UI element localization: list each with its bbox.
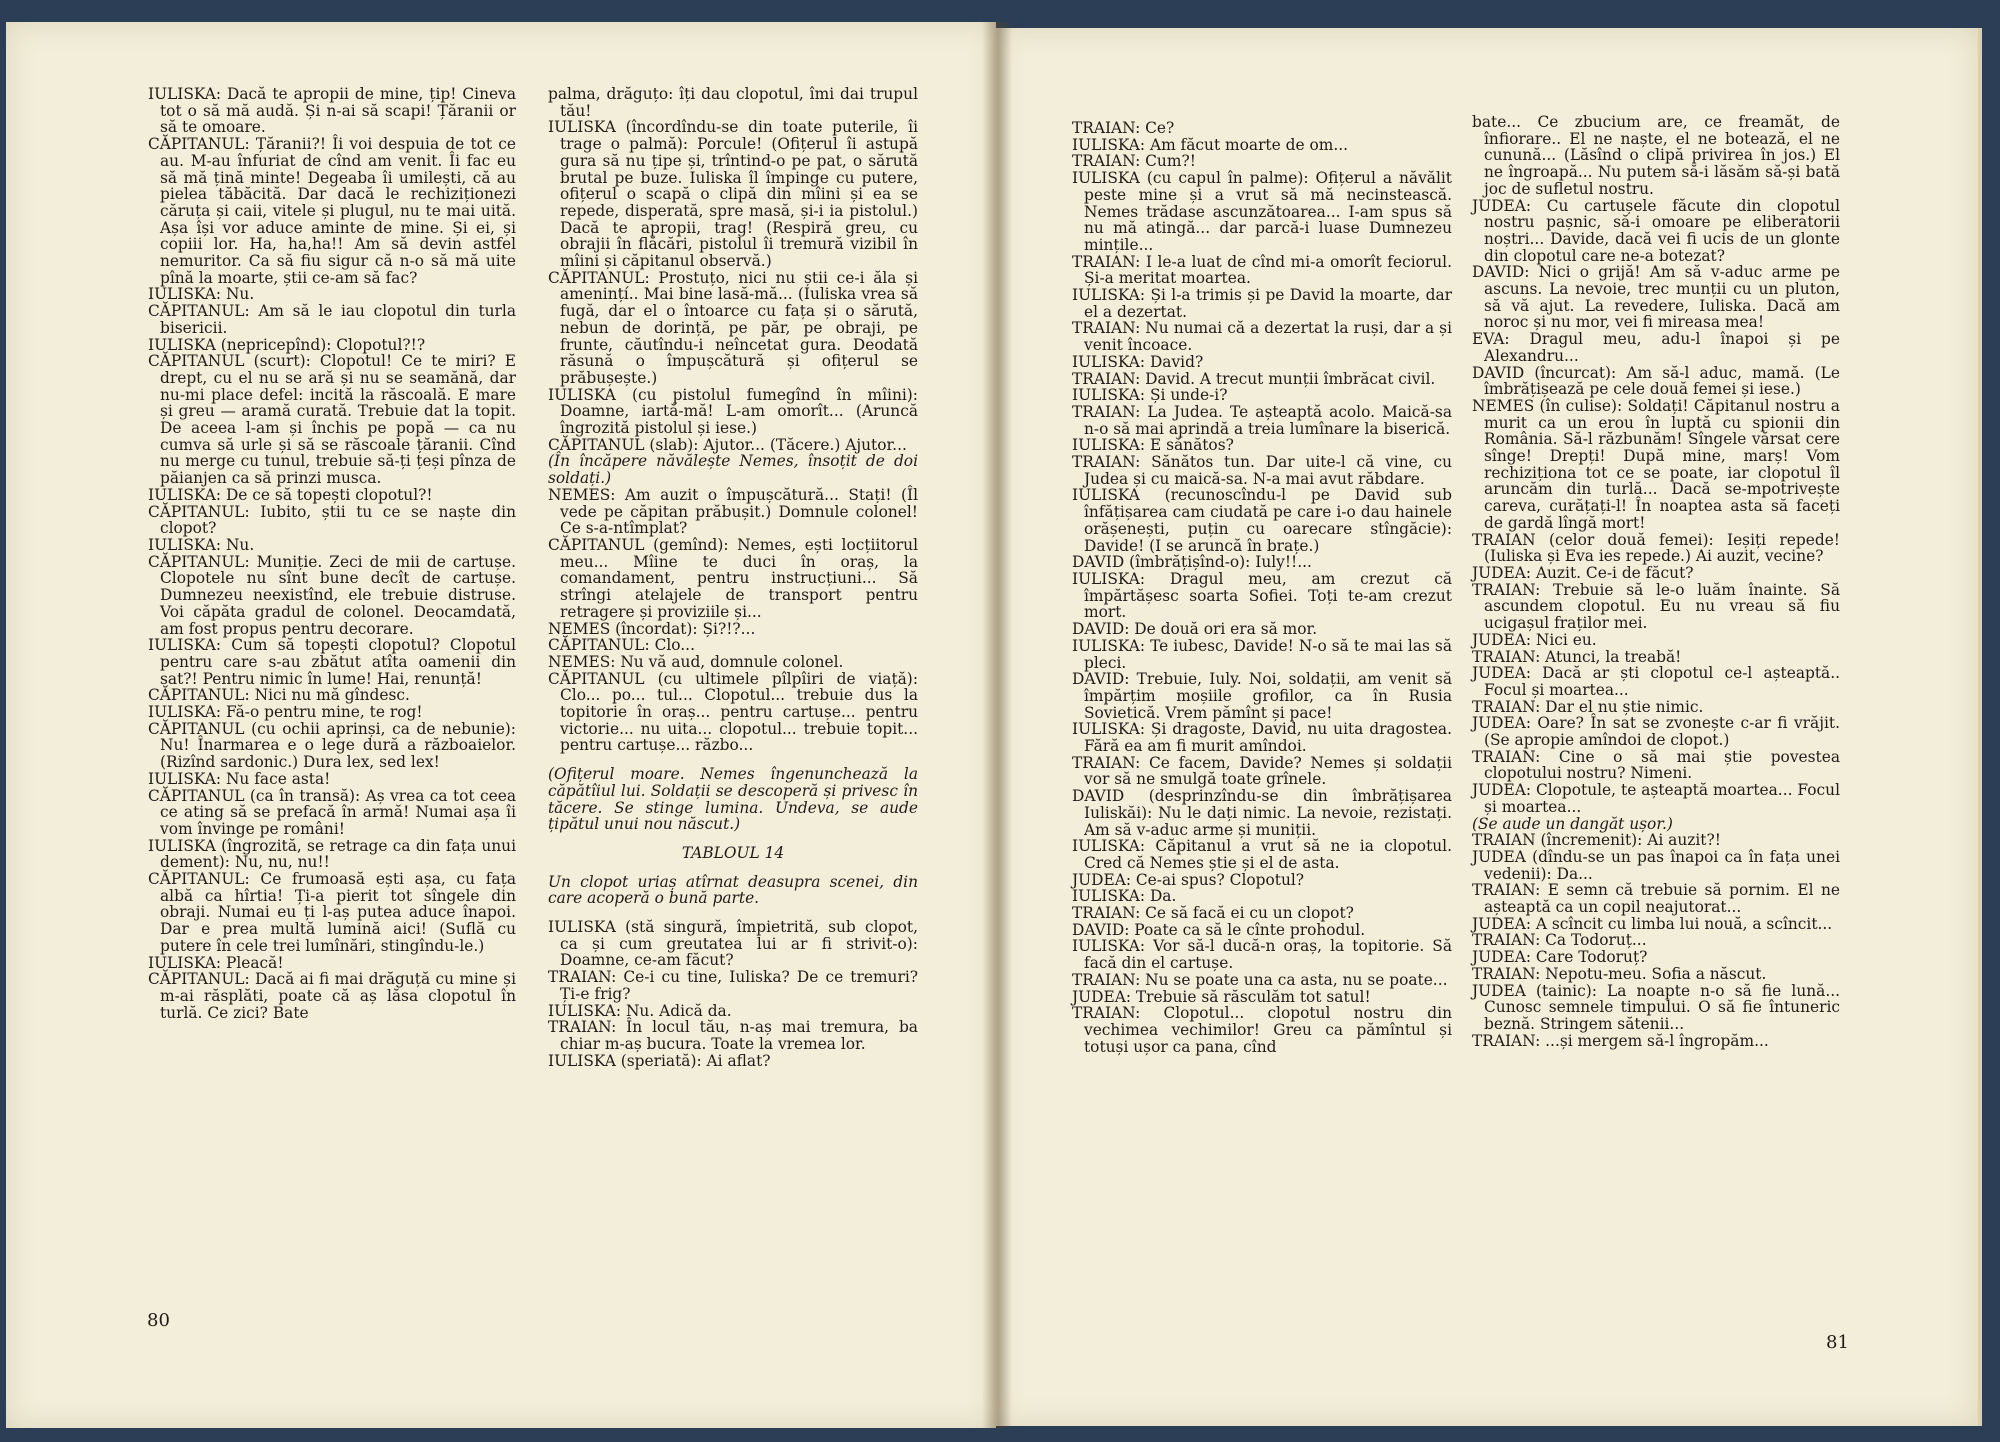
- dialogue-line: TRAIAN: Trebuie să le-o luăm înainte. Să ascundem clopotul. Eu nu vreau să fiu ucigașul fraților mei.: [1472, 580, 1840, 633]
- dialogue-line: CĂPITANUL (cu ochii aprinși, ca de nebunie): Nu! Înarmarea e o lege dură a războaielor. (Rizînd sardonic.) Dura lex, sed lex!: [148, 719, 516, 772]
- dialogue-line: TRAIAN: Nepotu-meu. Sofia a născut.: [1472, 964, 1767, 983]
- dialogue-line: IULISKA: Și unde-i?: [1072, 386, 1228, 405]
- dialogue-line: IULISKA: Te iubesc, Davide! N-o să te mai las să pleci.: [1072, 636, 1452, 672]
- dialogue-line: CĂPITANUL: Țăranii?! Îi voi despuia de tot ce au. M-au înfuriat de cînd am venit. Îi fac eu să mă țină minte! Degeaba îi umilești, că au pielea tăbăcită. Dar dacă le rechiziționezi căruța și caii, vitele și plugul, nu te mai uită. Așa își vor aduce aminte de mine. Și ei, și copiii lor. Ha, ha,ha!! Am să devin astfel nemuritor. Ca să fiu sigur că n-o să mă uite pînă la moarte, știi ce-am să fac?: [148, 135, 516, 287]
- right-page-column-1: [1072, 120, 1452, 1055]
- dialogue-line: JUDEA: Auzit. Ce-i de făcut?: [1472, 563, 1694, 582]
- page-edge: [1978, 28, 1982, 1426]
- stage-direction: (Ofițerul moare. Nemes îngenunchează la căpătîiul lui. Soldații se descoperă și privesc în tăcere. Se stinge lumina. Undeva, se aude țipătul unui nou născut.): [548, 765, 918, 834]
- dialogue-line: IULISKA: Dacă te apropii de mine, țip! Cineva tot o să mă audă. Și n-ai să scapi! Țăranii or să te omoare.: [148, 85, 516, 137]
- dialogue-line: CĂPITANUL: Muniție. Zeci de mii de cartușe. Clopotele nu sînt bune decît de cartușe. Dumnezeu neexistînd, ele trebuie distruse. Voi căpăta gradul de colonel. Deocamdată, am fost propus pentru decorare.: [148, 552, 516, 638]
- dialogue-line: IULISKA (cu capul în palme): Ofițerul a năvălit peste mine și a vrut să mă necinstească. Nemes trădase ascunzătoarea... I-am spus să nu mă atingă... dar parcă-i luase Dumnezeu mințile...: [1072, 169, 1452, 254]
- dialogue-line: TRAIAN: Ce facem, Davide? Nemes și soldații vor să ne smulgă toate grînele.: [1072, 753, 1452, 789]
- dialogue-line: bate... Ce zbucium are, ce freamăt, de înfiorare.. El ne naște, el ne botează, el ne cunună... (Lăsînd o clipă privirea în jos.) El ne îngroapă... Nu putem să-i lăsăm să-și bată joc de sufletul nostru.: [1472, 113, 1840, 198]
- dialogue-line: CĂPITANUL: Nici nu mă gîndesc.: [148, 686, 410, 705]
- dialogue-line: IULISKA: E sănătos?: [1072, 436, 1234, 455]
- dialogue-line: JUDEA: Care Todoruț?: [1472, 948, 1648, 967]
- dialogue-line: TRAIAN (celor două femei): Ieșiți repede! (Iuliska și Eva ies repede.) Ai auzit, vecine?: [1472, 530, 1840, 566]
- dialogue-line: JUDEA (dîndu-se un pas înapoi ca în fața unei vedenii): Da...: [1472, 847, 1840, 883]
- dialogue-line: TRAIAN (încremenit): Ai auzit?!: [1472, 831, 1721, 850]
- page-number-right: 81: [1826, 1332, 1849, 1353]
- dialogue-line: JUDEA (tainic): La noapte n-o să fie lună... Cunosc semnele timpului. O să fie întuneric beznă. Stringem sătenii...: [1472, 981, 1840, 1033]
- dialogue-line: IULISKA: Nu face asta!: [148, 769, 331, 788]
- dialogue-line: JUDEA: Ce-ai spus? Clopotul?: [1072, 870, 1305, 889]
- dialogue-line: TRAIAN: Ce-i cu tine, Iuliska? De ce tremuri? Ți-e frig?: [548, 968, 918, 1003]
- dialogue-line: IULISKA (cu pistolul fumegînd în mîini): Doamne, iartă-mă! L-am omorît... (Aruncă îngrozită pistolul și iese.): [548, 385, 918, 438]
- dialogue-line: TRAIAN: ...și mergem să-l îngropăm...: [1472, 1031, 1769, 1050]
- dialogue-line: NEMES: Nu vă aud, domnule colonel.: [548, 652, 844, 671]
- book-gutter: [982, 22, 1012, 1428]
- stage-direction: (În încăpere năvălește Nemes, însoțit de doi soldați.): [548, 452, 918, 488]
- dialogue-line: CĂPITANUL: Prostuțo, nici nu știi ce-i ăla și amenințí.. Mai bine lasă-mă... (Iuliska vrea să fugă, dar el o întoarce cu fața și o sărută, nebun de dorință, pe păr, pe obraji, pe frunte, căutîndu-i neîncetat gura. Deodată răsună o împușcătură și ofițerul se prăbușește.): [548, 268, 918, 387]
- dialogue-line: NEMES (în culise): Soldați! Căpitanul nostru a murit ca un erou în luptă cu spionii din România. Să-l răzbunăm! Sîngele vărsat cere sînge! Drepți! După mine, marș! Vom rechiziționa tot ce se poate, iar clopotul îl aruncăm din turlă... Dacă se-mpotrivește careva, curățați-l! În noaptea asta să faceți de gardă lîngă mort!: [1472, 396, 1840, 532]
- dialogue-line: TRAIAN: I le-a luat de cînd mi-a omorît feciorul. Și-a meritat moartea.: [1072, 252, 1452, 288]
- dialogue-line: DAVID: Trebuie, Iuly. Noi, soldații, am venit să împărțim moșiile grofilor, ca în Rusia Sovietică. Vrem pămînt și pace!: [1072, 670, 1452, 722]
- dialogue-line: JUDEA: Clopotule, te așteaptă moartea... Focul și moartea...: [1472, 781, 1840, 816]
- dialogue-line: NEMES: Am auzit o împușcătură... Stați! (Îl vede pe căpitan prăbușit.) Domnule colonel! Ce s-a-ntîmplat?: [548, 485, 918, 538]
- dialogue-line: JUDEA: Cu cartușele făcute din clopotul nostru pașnic, să-i omoare pe eliberatorii noștri... Davide, dacă vei fi ucis de un glonte din clopotul care ne-a botezat?: [1472, 196, 1840, 265]
- dialogue-line: TRAIAN: Ca Todoruț...: [1472, 931, 1647, 950]
- dialogue-line: JUDEA: Oare? În sat se zvonește c-ar fi vrăjit. (Se apropie amîndoi de clopot.): [1472, 714, 1840, 750]
- dialogue-line: IULISKA: Da.: [1072, 887, 1177, 906]
- dialogue-line: IULISKA: Nu.: [148, 535, 255, 554]
- dialogue-line: CĂPITANUL: Ce frumoasă ești așa, cu fața albă ca hîrtia! Ți-a pierit tot sîngele din obraji. Numai eu ți l-aș putea aduce înapoi. Dar e prea multă lumină aici! (Suflă cu putere în cele trei lumînări, stingîndu-le.): [148, 870, 516, 955]
- dialogue-line: TRAIAN: Dar el nu știe nimic.: [1472, 697, 1704, 716]
- page-number-left: 80: [147, 1310, 170, 1331]
- dialogue-line: DAVID: Nici o grijă! Am să v-aduc arme pe ascuns. La nevoie, trec munții cu un pluton, să vă ajut. La revedere, Iuliska. Dacă am noroc și nu mor, vei fi mireasa mea!: [1472, 263, 1840, 332]
- dialogue-line: IULISKA (încordîndu-se din toate puterile, îi trage o palmă): Porcule! (Ofițerul îi astupă gura să nu țipe și, trîntind-o pe pat, o sărută brutal pe buze. Iuliska îl împinge cu putere, ofițerul o scapă o clipă din mîini și ea se repede, disperată, spre masă, și-i ia pistolul.) Dacă te apropii, trag! (Respiră greu, cu obrajii în flăcări, pistolul îi tremură vizibil în mîini și căpitanul observă.): [548, 118, 918, 271]
- dialogue-line: IULISKA: Nu. Adică da.: [548, 1001, 732, 1020]
- dialogue-line: TRAIAN: Cine o să mai știe povestea clopotului nostru? Nimeni.: [1472, 747, 1840, 783]
- dialogue-line: TRAIAN: Sănătos tun. Dar uite-l că vine, cu Judea și cu maică-sa. N-a mai avut răbdare.: [1072, 453, 1452, 488]
- dialogue-line: TRAIAN: În locul tău, n-aș mai tremura, ba chiar m-aș bucura. Toate la vremea lor.: [548, 1018, 918, 1053]
- dialogue-line: JUDEA: Nici eu.: [1472, 630, 1597, 649]
- stage-direction: (Se aude un dangăt ușor.): [1472, 814, 1673, 833]
- dialogue-line: IULISKA: Dragul meu, am crezut că împărtășesc soarta Sofiei. Toți te-am crezut mort.: [1072, 569, 1452, 622]
- dialogue-line: CĂPITANUL (ca în transă): Aș vrea ca tot ceea ce ating să se prefacă în armă! Numai așa îi vom învinge pe români!: [148, 786, 516, 838]
- dialogue-line: TRAIAN: Ce să facă ei cu un clopot?: [1072, 904, 1354, 923]
- dialogue-line: CĂPITANUL (cu ultimele pîlpîiri de viață): Clo... po... tul... Clopotul... trebuie dus la topitorie în oraș... pentru cartușe... pentru victorie... nu uita... clopotul... trebuie topit... pentru cartușe... războ...: [548, 669, 918, 755]
- dialogue-line: DAVID: De două ori era să mor.: [1072, 620, 1318, 639]
- dialogue-line: IULISKA: David?: [1072, 352, 1204, 371]
- dialogue-line: CĂPITANUL: Clo...: [548, 636, 695, 655]
- dialogue-line: TRAIAN: La Judea. Te așteaptă acolo. Maică-sa n-o să mai aprindă a treia lumînare la biserică.: [1072, 402, 1452, 438]
- dialogue-line: TRAIAN: David. A trecut munții îmbrăcat civil.: [1072, 369, 1436, 388]
- scene-heading: TABLOUL 14: [681, 843, 785, 862]
- dialogue-line: IULISKA: Și l-a trimis și pe David la moarte, dar el a dezertat.: [1072, 286, 1452, 321]
- dialogue-line: CĂPITANUL: Iubito, știi tu ce se naște din clopot?: [148, 502, 516, 538]
- dialogue-line: CĂPITANUL (scurt): Clopotul! Ce te miri? E drept, cu el nu se ară și nu se seamănă, dar nu-mi place defel: incită la răscoală. E mare și greu — aramă curată. Trebuie dat la topit. De aceea l-am și închis pe popă — ca nu cumva să urle și să se răscoale țăranii. Cînd nu merge cu tunul, trebuie să-ți țeși pînza de păianjen ca să prinzi musca.: [148, 352, 516, 488]
- dialogue-line: TRAIAN: Atunci, la treabă!: [1472, 647, 1682, 666]
- dialogue-line: IULISKA: Și dragoste, David, nu uita dragostea. Fără ea am fi murit amîndoi.: [1072, 720, 1452, 756]
- dialogue-line: IULISKA (stă singură, împietrită, sub clopot, ca și cum greutatea lui ar fi strivit-o): Doamne, ce-am făcut?: [548, 918, 918, 970]
- dialogue-line: EVA: Dragul meu, adu-l înapoi și pe Alexandru...: [1472, 330, 1840, 365]
- dialogue-line: NEMES (încordat): Și?!?...: [548, 619, 756, 638]
- dialogue-line: TRAIAN: Clopotul... clopotul nostru din vechimea vechimilor! Greu ca pămîntul și totuși ușor ca pana, cînd: [1072, 1004, 1452, 1056]
- left-page-column-1: [148, 86, 516, 1021]
- dialogue-line: CĂPITANUL (gemînd): Nemes, ești locțiitorul meu... Mîine te duci în oraș, la comandament, pentru instrucțiuni... Să strîngi atelajele de transport pentru retragere și proviziile și...: [548, 535, 918, 621]
- dialogue-line: DAVID: Poate ca să le cînte prohodul.: [1072, 920, 1366, 939]
- dialogue-line: IULISKA: Vor să-l ducă-n oraș, la topitorie. Să facă din el cartușe.: [1072, 937, 1452, 973]
- dialogue-line: JUDEA: Dacă ar ști clopotul ce-l așteaptă.. Focul și moartea...: [1472, 664, 1840, 699]
- dialogue-line: IULISKA: Pleacă!: [148, 953, 284, 972]
- dialogue-line: DAVID (încurcat): Am să-l aduc, mamă. (Le îmbrățișează pe cele două femei și iese.): [1472, 363, 1840, 399]
- dialogue-line: JUDEA: A scîncit cu limba lui nouă, a scîncit...: [1472, 914, 1833, 933]
- dialogue-line: IULISKA (recunoscîndu-l pe David sub înfățișarea cam ciudată pe care i-o dau hainele orășenești, puțin cu oarecare stîngăcie): Davide! (I se aruncă în brațe.): [1072, 486, 1452, 555]
- dialogue-line: TRAIAN: Ce?: [1072, 119, 1175, 137]
- right-page-column-2: [1472, 114, 1840, 1049]
- dialogue-line: IULISKA: Fă-o pentru mine, te rog!: [148, 703, 423, 722]
- dialogue-line: TRAIAN: Cum?!: [1072, 152, 1196, 171]
- dialogue-line: TRAIAN: Nu se poate una ca asta, nu se poate...: [1072, 970, 1448, 989]
- scene-description: Un clopot uriaș atîrnat deasupra scenei, din care acoperă o bună parte.: [548, 872, 918, 908]
- dialogue-line: IULISKA (speriată): Ai aflat?: [548, 1051, 771, 1070]
- dialogue-line: IULISKA: Cum să topești clopotul? Clopotul pentru care s-au zbătut atîta oamenii din sat?! Pentru nimic în lume! Hai, renunță!: [148, 636, 516, 688]
- dialogue-line: DAVID (îmbrățișînd-o): Iuly!!...: [1072, 553, 1312, 572]
- dialogue-line: TRAIAN: Nu numai că a dezertat la ruși, dar a și venit încoace.: [1072, 319, 1452, 355]
- dialogue-line: CĂPITANUL: Am să le iau clopotul din turla bisericii.: [148, 302, 516, 337]
- dialogue-line: IULISKA: De ce să topești clopotul?!: [148, 485, 433, 504]
- dialogue-line: IULISKA: Am făcut moarte de om...: [1072, 135, 1349, 154]
- dialogue-line: DAVID (desprinzîndu-se din îmbrățișarea Iuliskăi): Nu le dați nimic. La nevoie, rezistați. Am să v-aduc arme și muniții.: [1072, 787, 1452, 839]
- dialogue-line: CĂPITANUL (slab): Ajutor... (Tăcere.) Ajutor...: [548, 435, 907, 454]
- dialogue-line: IULISKA: Nu.: [148, 285, 255, 304]
- dialogue-line: JUDEA: Trebuie să răsculăm tot satul!: [1072, 987, 1371, 1006]
- dialogue-line: palma, drăguțo: îți dau clopotul, îmi dai trupul tău!: [548, 85, 918, 120]
- dialogue-line: CĂPITANUL: Dacă ai fi mai drăguță cu mine și m-ai răsplăti, poate că aș lăsa clopotul în turlă. Ce zici? Bate: [148, 970, 516, 1022]
- dialogue-line: IULISKA (îngrozită, se retrage ca din fața unui dement): Nu, nu, nu!!: [148, 836, 516, 872]
- left-page-column-2: [548, 86, 918, 1069]
- dialogue-line: TRAIAN: E semn că trebuie să pornim. El ne așteaptă ca un copil neajutorat...: [1472, 881, 1840, 917]
- dialogue-line: IULISKA (nepricepînd): Clopotul?!?: [148, 335, 426, 354]
- dialogue-line: IULISKA: Căpitanul a vrut să ne ia clopotul. Cred că Nemes știe și el de asta.: [1072, 837, 1452, 872]
